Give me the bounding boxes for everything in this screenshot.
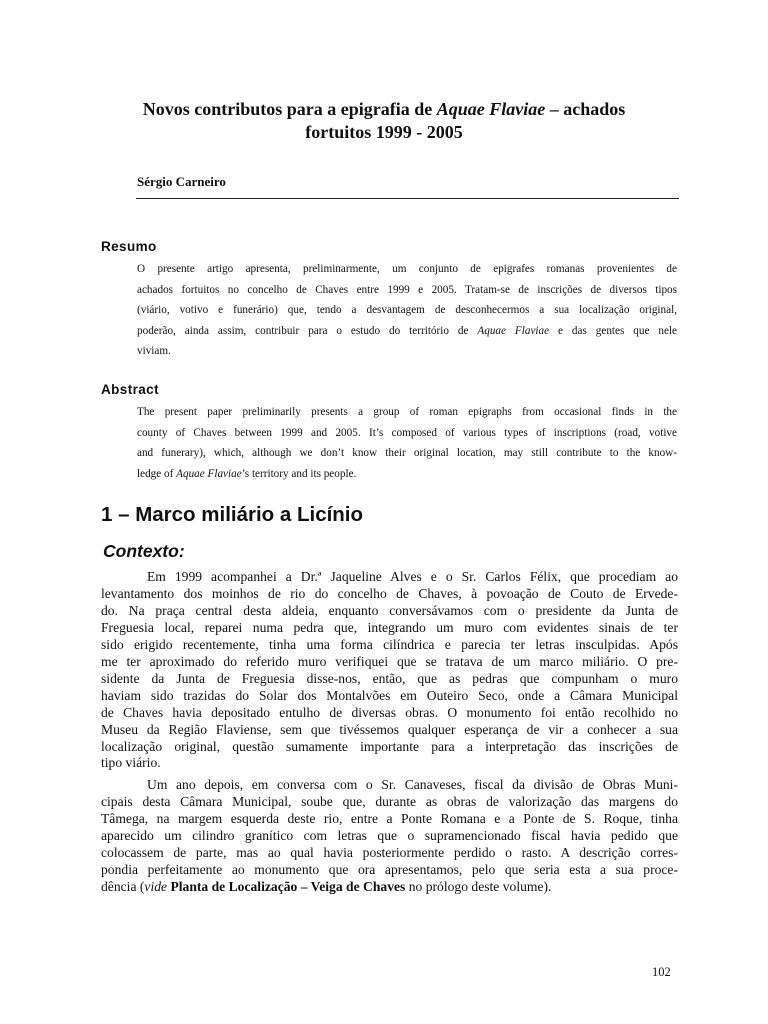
title-text-part1: Novos contributos para a epigrafia de	[142, 99, 437, 119]
abstract-text	[137, 402, 677, 484]
resumo-line: viviam.	[137, 345, 171, 358]
paragraph-line: de Chaves havia depositado entulho de diversas obras. O monumento foi então recolhido no	[101, 704, 678, 720]
paragraph-line: pondia perfeitamente ao monumento que ora apresentamos, pelo que seria esta a sua proce-	[101, 861, 678, 877]
title-text-italic: Aquae Flaviae	[436, 99, 546, 119]
abstract-line4-italic: Aquae Flaviae	[176, 467, 242, 480]
resumo-line: (viário, votivo e funerário) que, tendo a desvantagem de desconhecermos a sua localização original,	[137, 304, 677, 317]
paper-title	[90, 98, 678, 144]
resumo-line4-post: e das gentes que nele	[549, 324, 678, 337]
author-name: Sérgio Carneiro	[137, 174, 226, 189]
paragraph2-last-italic: vide	[144, 878, 168, 894]
paragraph-line: Tâmega, na margem esquerda deste rio, entre a Ponte Romana e a Ponte de S. Roque, tinha	[101, 810, 678, 826]
paragraph-line: Museu da Região Flaviense, sem que tivéssemos qualquer esperança de vir a conhecer a sua	[101, 721, 678, 737]
resumo-heading: Resumo	[101, 239, 157, 254]
resumo-line4-italic: Aquae Flaviae	[477, 324, 550, 337]
abstract-line4-post: ’s territory and its people.	[241, 467, 357, 480]
body-paragraph-1	[101, 569, 678, 772]
paragraph-line	[101, 879, 678, 896]
resumo-line: O presente artigo apresenta, preliminarmente, um conjunto de epigrafes romanas provenientes de	[137, 263, 677, 275]
abstract-line: The present paper preliminarily presents a group of roman epigraphs from occasional finds in the	[137, 406, 677, 418]
page-number: 102	[652, 965, 671, 979]
abstract-heading: Abstract	[101, 382, 159, 397]
title-text-part2: – achados	[545, 99, 626, 119]
paragraph-line: me ter aproximado do referido muro verifiquei que se tratava de um marco miliário. O pre-	[101, 653, 678, 669]
paragraph-line: colocassem de parte, mas ao qual havia posteriormente perdido o rasto. A descrição corres-	[101, 844, 678, 860]
resumo-line	[137, 321, 677, 342]
resumo-line: achados fortuitos no concelho de Chaves entre 1999 e 2005. Tratam-se de inscrições de diversos tipos	[137, 283, 677, 296]
resumo-text	[137, 259, 677, 362]
paragraph2-last-pre: dência (	[101, 878, 145, 894]
abstract-line: county of Chaves between 1999 and 2005. It’s composed of various types of inscriptions (road, votive	[137, 426, 677, 439]
paragraph-line: tipo viário.	[101, 755, 161, 771]
paragraph-line: aparecido um cilindro granítico com letras que o supramencionado fiscal havia pedido que	[101, 827, 678, 843]
body-paragraph-2	[101, 777, 678, 896]
abstract-line: and funerary), which, although we don’t know their original location, may still contribute to the know-	[137, 447, 677, 460]
paragraph-line: sidente da Junta de Freguesia disse-nos, então, que as pedras que compunham o muro	[101, 670, 678, 686]
subsection-title: Contexto:	[103, 541, 185, 561]
paragraph2-last-bold: Planta de Localização – Veiga de Chaves	[167, 878, 406, 894]
title-text-line2: fortuitos 1999 - 2005	[305, 122, 463, 142]
paragraph-line: Em 1999 acompanhei a Dr.ª Jaqueline Alves e o Sr. Carlos Félix, que procediam ao	[147, 569, 678, 584]
paragraph-line: Freguesia local, reparei numa pedra que, integrando um muro com evidentes sinais de ter	[101, 619, 678, 635]
paragraph-line: levantamento dos moinhos de rio do concelho de Chaves, à povoação de Couto de Ervede-	[101, 585, 678, 601]
resumo-line4-pre: poderão, ainda assim, contribuir para o estudo do território de	[137, 324, 478, 337]
paragraph-line: sido erigido recentemente, tinha uma forma cilíndrica e parecia ter letras insculpidas. Após	[101, 636, 678, 652]
abstract-line	[137, 464, 677, 485]
paragraph-line: do. Na praça central desta aldeia, enquanto conversávamos com o presidente da Junta de	[101, 602, 678, 618]
title-divider	[136, 198, 679, 199]
paragraph-line: cipais desta Câmara Municipal, soube que, durante as obras de valorização das margens do	[101, 793, 678, 809]
paragraph-line: Um ano depois, em conversa com o Sr. Canaveses, fiscal da divisão de Obras Muni-	[147, 777, 678, 792]
paragraph-line: haviam sido trazidas do Solar dos Montalvões em Outeiro Seco, onde a Câmara Municipal	[101, 687, 678, 703]
abstract-line4-pre: ledge of	[137, 467, 177, 480]
paragraph-line: localização original, questão sumamente importante para a interpretação das inscrições de	[101, 738, 678, 754]
section-title: 1 – Marco miliário a Licínio	[101, 503, 364, 526]
paragraph2-last-post: no prólogo deste volume).	[405, 878, 552, 894]
